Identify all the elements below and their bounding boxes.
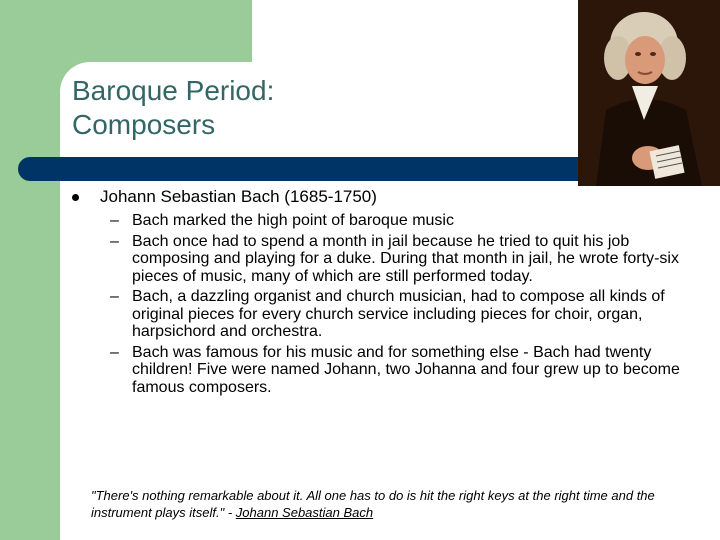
bach-quote — [91, 487, 701, 521]
sub-bullet-item — [72, 344, 692, 397]
sub-bullet-item — [72, 212, 692, 230]
quote-author-link[interactable]: Johann Sebastian Bach — [235, 505, 374, 520]
bullet-dot-icon — [72, 194, 79, 201]
slide-body — [72, 186, 712, 399]
slide-title — [72, 74, 512, 142]
sub-bullet-text: Bach, a dazzling organist and church musician, had to compose all kinds of original pieces for every church service including pieces for choir, organ, harpsichord and orchestra. — [132, 288, 665, 340]
sub-bullet-text: Bach marked the high point of baroque music — [132, 212, 454, 229]
sub-bullet-text: Bach once had to spend a month in jail because he tried to quit his job composing and playing for a duke. During that month in jail, he wrote forty-six pieces of music, many of which are still performed today. — [132, 232, 679, 285]
bach-portrait-image — [578, 0, 720, 186]
slide-title-line1: Baroque Period: — [72, 75, 275, 106]
sub-bullet-item — [72, 233, 692, 286]
dash-marker: – — [110, 232, 119, 250]
main-bullet-text: Johann Sebastian Bach (1685-1750) — [100, 187, 377, 206]
quote-text: "There's nothing remarkable about it. All one has to do is hit the right keys at the right time and the instrument plays itself." - — [91, 488, 655, 520]
dash-marker: – — [110, 212, 119, 229]
sub-bullet-text: Bach was famous for his music and for something else - Bach had twenty children! Five were named Johann, two Johanna and four grew up to become famous composers. — [132, 343, 680, 396]
dash-marker: – — [110, 343, 119, 361]
dash-marker: – — [110, 288, 119, 305]
sub-bullet-item — [72, 288, 692, 341]
sub-bullet-list — [72, 212, 712, 396]
slide-title-line2: Composers — [72, 109, 216, 140]
main-bullet-item — [72, 186, 712, 208]
